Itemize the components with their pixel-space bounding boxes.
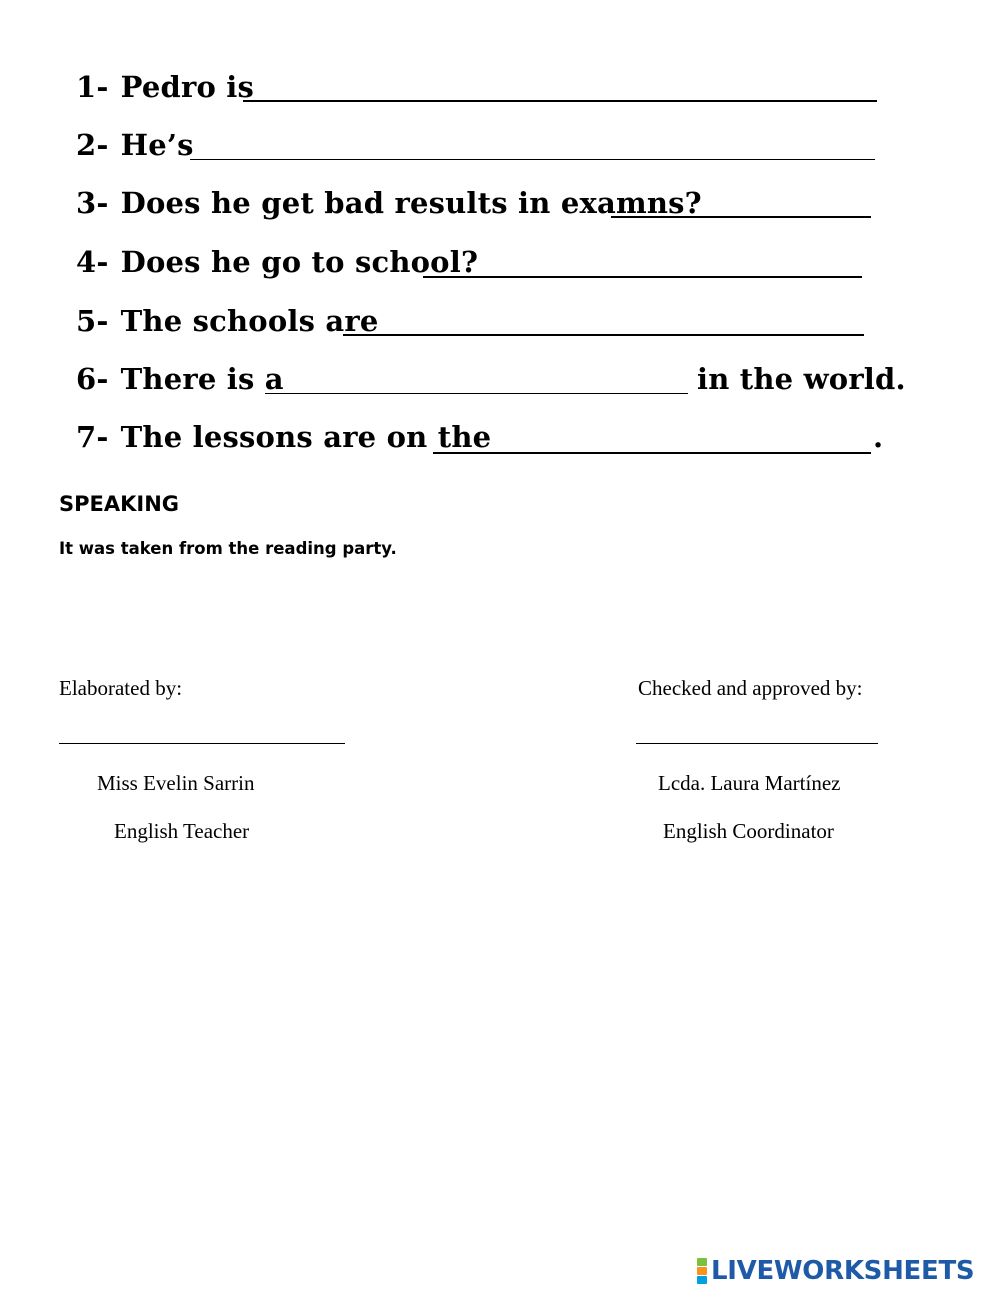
answer-blank-4[interactable] (423, 276, 862, 278)
answer-blank-2[interactable] (190, 159, 875, 160)
question-5 (76, 302, 379, 340)
question-number: 7- (76, 420, 109, 454)
question-2 (76, 126, 194, 164)
logo-block (697, 1276, 707, 1284)
left-signature-name: Miss Evelin Sarrin (97, 771, 255, 795)
left-signature-label: Elaborated by: (59, 676, 183, 700)
logo-block (697, 1258, 707, 1266)
answer-blank-3[interactable] (611, 216, 871, 218)
question-text: Pedro is (120, 70, 255, 104)
question-6-suffix: in the world. (697, 362, 906, 396)
question-number: 5- (76, 304, 109, 338)
question-4 (76, 243, 478, 281)
answer-blank-1[interactable] (243, 100, 877, 102)
question-number: 4- (76, 245, 109, 279)
question-text: The schools are (120, 304, 379, 338)
answer-blank-6[interactable] (265, 393, 688, 394)
right-signature-line (636, 743, 878, 744)
left-signature-line (59, 743, 345, 744)
question-number: 2- (76, 128, 109, 162)
left-signature-role: English Teacher (114, 819, 250, 843)
question-text: There is a (120, 362, 284, 396)
question-text: He’s (120, 128, 194, 162)
question-7-suffix: . (873, 420, 884, 454)
speaking-title: SPEAKING (59, 492, 180, 516)
speaking-text: It was taken from the reading party. (59, 539, 397, 558)
right-signature-label: Checked and approved by: (638, 676, 863, 700)
answer-blank-7[interactable] (433, 452, 871, 454)
question-text: The lessons are on the (120, 420, 492, 454)
question-text: Does he get bad results in examns? (120, 186, 702, 220)
liveworksheets-logo (697, 1256, 974, 1286)
answer-blank-5[interactable] (343, 334, 864, 336)
question-6 (76, 360, 284, 398)
question-number: 1- (76, 70, 109, 104)
logo-blocks-icon (697, 1258, 707, 1284)
logo-block (697, 1267, 707, 1275)
question-number: 3- (76, 186, 109, 220)
logo-text: LIVEWORKSHEETS (711, 1256, 975, 1286)
question-1 (76, 68, 254, 106)
question-text: Does he go to school? (120, 245, 479, 279)
question-number: 6- (76, 362, 109, 396)
right-signature-role: English Coordinator (663, 819, 834, 843)
question-3 (76, 184, 702, 222)
right-signature-name: Lcda. Laura Martínez (658, 771, 841, 795)
question-7 (76, 418, 491, 456)
